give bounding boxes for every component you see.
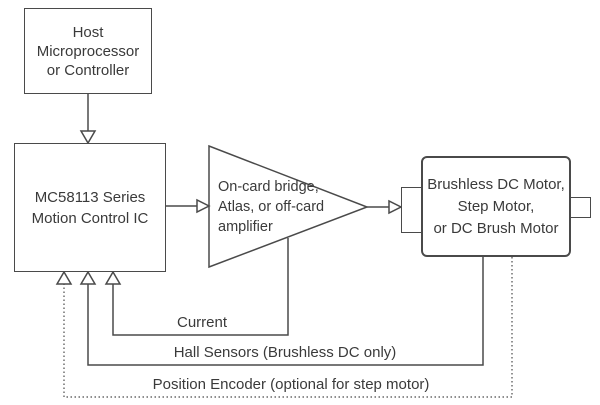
right-arrowhead-icon — [197, 200, 209, 212]
amplifier-label-line: amplifier — [218, 219, 273, 235]
motor-box-line: or DC Brush Motor — [433, 219, 559, 237]
host-box-line: Microprocessor — [36, 42, 140, 60]
up-arrowhead-icon — [106, 272, 120, 284]
mc-box-line: MC58113 Series — [34, 188, 146, 206]
host-processor-box — [24, 8, 152, 94]
up-arrowhead-icon — [81, 272, 95, 284]
host-box-line: or Controller — [46, 61, 130, 79]
motor-flange — [401, 187, 422, 233]
hall-sensors-feedback-label: Hall Sensors (Brushless DC only) — [173, 344, 397, 361]
up-arrowhead-icon — [57, 272, 71, 284]
down-arrowhead-icon — [81, 131, 95, 143]
position-encoder-feedback-label: Position Encoder (optional for step motor) — [152, 376, 430, 393]
motor-shaft — [570, 197, 591, 218]
motor-box — [421, 156, 571, 257]
amplifier-label — [218, 177, 358, 237]
amplifier-label-line: On-card bridge, — [218, 179, 319, 195]
motor-box-line: Step Motor, — [457, 197, 535, 215]
host-box-line: Host — [72, 23, 104, 41]
mc-box-line: Motion Control IC — [31, 209, 149, 227]
right-arrowhead-icon — [389, 201, 401, 213]
amplifier-label-line: Atlas, or off-card — [218, 199, 325, 215]
motion-control-ic-box — [14, 143, 166, 272]
current-feedback-label: Current — [176, 314, 228, 331]
motor-box-line: Brushless DC Motor, — [427, 175, 565, 193]
